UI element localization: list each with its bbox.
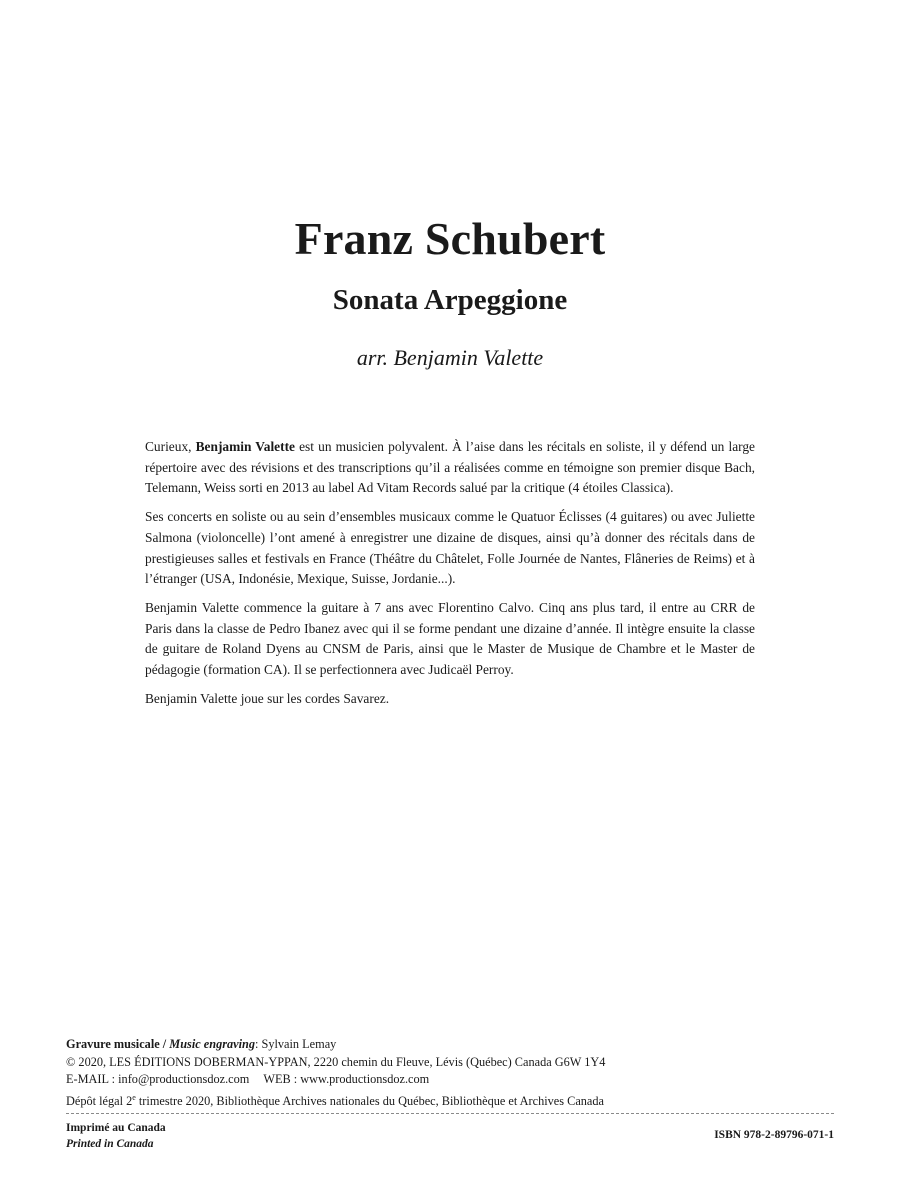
contact-line <box>66 1071 836 1089</box>
publisher-credits <box>66 1036 836 1110</box>
composer-title: Franz Schubert <box>294 213 606 264</box>
legal-sup: e <box>132 1092 136 1102</box>
web-text: WEB : www.productionsdoz.com <box>263 1072 430 1086</box>
footer-divider <box>66 1113 834 1114</box>
copyright-line: © 2020, LES ÉDITIONS DOBERMAN-YPPAN, 2220 chemin du Fleuve, Lévis (Québec) Canada G6W 1Y4 <box>66 1054 606 1069</box>
bio-paragraph-2: Ses concerts en soliste ou au sein d’ensembles musicaux comme le Quatuor Éclisses (4 guitares) ou avec Juliette Salmona (violoncelle) l’ont amené à enregistrer une dizaine de disques, ainsi qu’à donner des récitals dans de prestigieuses salles et festivals en France (Théâtre du Châtelet, Folle Journée de Nantes, Flâneries de Reims) et à l’étranger (USA, Indonésie, Mexique, Suisse, Jordanie...). <box>145 509 755 587</box>
isbn: ISBN 978-2-89796-071-1 <box>714 1129 834 1141</box>
bio-paragraph-1 <box>145 437 755 499</box>
bio-paragraph-4: Benjamin Valette joue sur les cordes Savarez. <box>145 690 390 706</box>
engraving-value: : Sylvain Lemay <box>255 1037 337 1051</box>
bio-artist-name: Benjamin Valette <box>195 439 295 454</box>
biography <box>145 437 755 717</box>
bio-intro: Curieux, <box>145 439 196 454</box>
engraving-credit <box>66 1036 836 1054</box>
legal-prefix: Dépôt légal 2 <box>66 1093 133 1108</box>
engraving-label-fr: Gravure musicale / <box>66 1037 170 1051</box>
legal-suffix: trimestre 2020, Bibliothèque Archives nationales du Québec, Bibliothèque et Archives Canada <box>135 1093 605 1108</box>
printed-in <box>66 1121 166 1152</box>
engraving-label-en: Music engraving <box>169 1037 256 1051</box>
work-title: Sonata Arpeggione <box>332 284 568 316</box>
printed-en: Printed in Canada <box>66 1137 154 1150</box>
bio-intro-rest: est un musicien polyvalent. À l’aise dans les récitals en soliste, il y défend un large répertoire avec des révisions et des transcriptions qu’il a réalisées comme en témoigne son premier disque Bach, Telemann, Weiss sorti en 2013 au label Ad Vitam Records salué par la critique (4 étoiles Classica). <box>145 439 755 496</box>
bio-paragraph-3: Benjamin Valette commence la guitare à 7 ans avec Florentino Calvo. Cinq ans plus tard, il entre au CRR de Paris dans la classe de Pedro Ibanez avec qui il se forme pendant une dizaine d’année. Il intègre ensuite la classe de guitare de Roland Dyens au CNSM de Paris, ainsi que le Master de Musique de Chambre et le Master de pédagogie (formation CA). Il se perfectionnera avec Judicaël Perroy. <box>145 599 755 678</box>
printed-fr: Imprimé au Canada <box>66 1122 166 1134</box>
arranger-credit: arr. Benjamin Valette <box>356 345 544 370</box>
email-text: E-MAIL : info@productionsdoz.com <box>66 1072 250 1086</box>
legal-deposit <box>66 1089 836 1111</box>
